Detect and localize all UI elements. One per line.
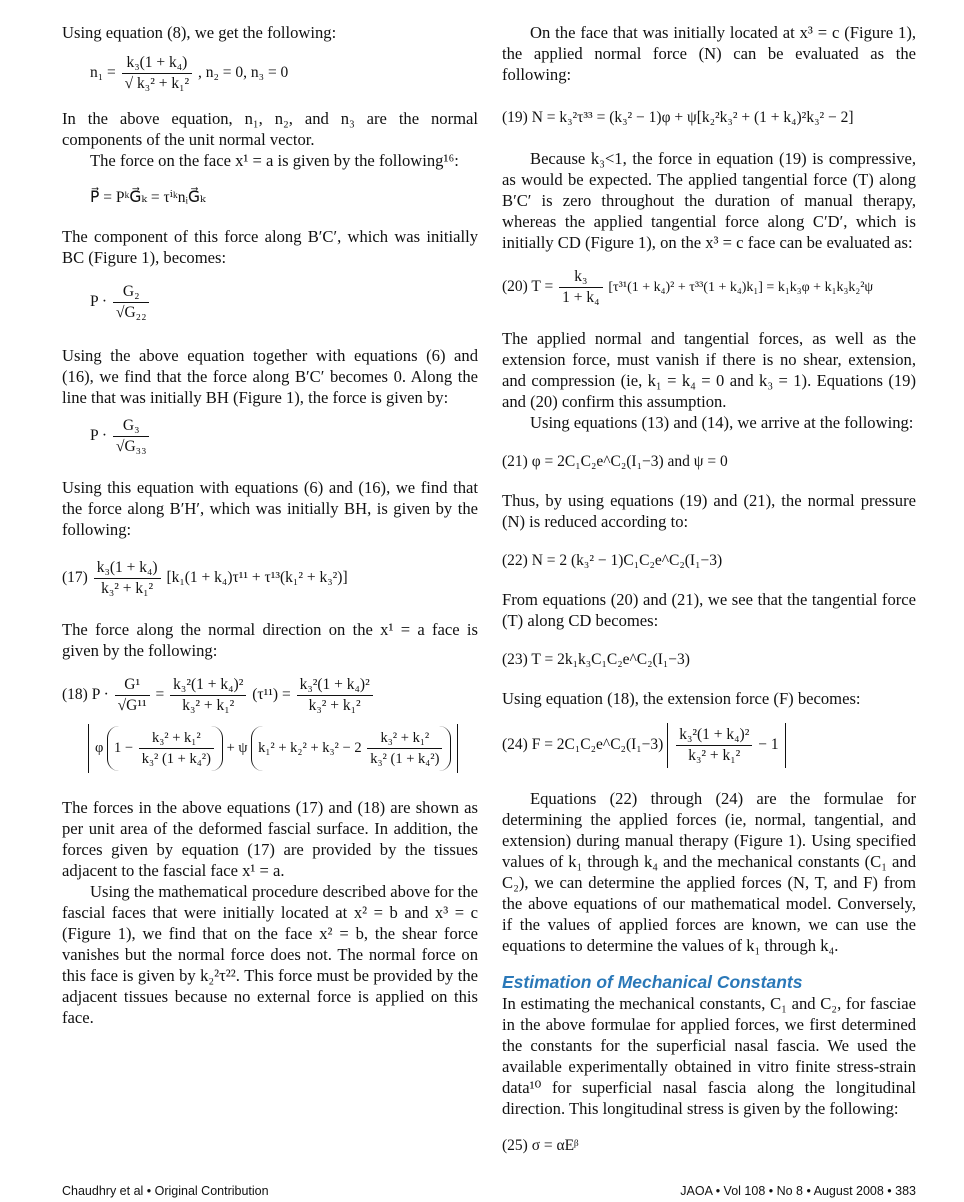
denominator: k₃² + k₁²	[688, 747, 741, 764]
equation-25: (25) σ = αEᵝ	[502, 1137, 579, 1154]
eq-rest: [τ³¹(1 + k₄)² + τ³³(1 + k₄)k₁] = k₁k₃φ + k₁k₃k₂²ψ	[608, 280, 874, 296]
fraction	[139, 728, 214, 769]
numerator: k₃² + k₁²	[139, 728, 214, 749]
equals: =	[155, 686, 165, 704]
equation-18	[62, 675, 478, 716]
numerator: k₃²(1 + k₄)²	[676, 725, 752, 746]
equation-20	[502, 267, 916, 308]
denominator: k₃² + k₁²	[308, 697, 361, 714]
fraction	[367, 728, 442, 769]
numerator: G¹	[124, 676, 141, 693]
paragraph: In the above equation, n₁, n₂, and n₃ are the normal components of the unit normal vector.	[62, 109, 478, 149]
fraction	[676, 725, 752, 766]
bracket-group	[88, 724, 458, 773]
equation-22: (22) N = 2 (k₃² − 1)C₁C₂e^C₂(I₁−3)	[502, 552, 723, 569]
equation-label: (24) F = 2C₁C₂e^C₂(I₁−3)	[502, 736, 664, 754]
equation-label: (20) T =	[502, 278, 554, 296]
equation-21: (21) φ = 2C₁C₂e^C₂(I₁−3) and ψ = 0	[502, 453, 728, 470]
paragraph: The component of this force along B′C′, which was initially BC (Figure 1), becomes:	[62, 227, 478, 267]
eq-lhs: P ·	[91, 686, 109, 704]
paragraph: From equations (20) and (21), we see that the tangential force (T) along CD becomes:	[502, 590, 916, 630]
equation-23: (23) T = 2k₁k₃C₁C₂e^C₂(I₁−3)	[502, 651, 690, 668]
tau-term: (τ¹¹) =	[252, 686, 291, 704]
paragraph: Using equations (13) and (14), we arrive at the following:	[530, 413, 914, 432]
numerator: G₂	[122, 283, 140, 300]
paragraph: Thus, by using equations (19) and (21), the normal pressure (N) is reduced according to:	[502, 491, 916, 531]
paragraph: The force along the normal direction on the x¹ = a face is given by the following:	[62, 620, 478, 660]
numerator: G₃	[122, 417, 140, 434]
section-heading: Estimation of Mechanical Constants	[502, 972, 803, 992]
denominator: √G₃₃	[113, 436, 150, 457]
paragraph: Using this equation with equations (6) and (16), we find that the force along B′H′, which was initially BH, is given by the following:	[62, 478, 478, 539]
equation-17	[62, 558, 478, 599]
paragraph: Because k₃<1, the force in equation (19) is compressive, as would be expected. The applied tangential force (T) along B′C′ is zero throughout the duration of manual therapy, whereas the applied tangential force along C′D′, which is initially CD (Figure 1), on the x³ = c face can be evaluated as:	[502, 149, 916, 252]
numerator: k₃²(1 + k₄)²	[297, 675, 373, 696]
paren-group	[251, 726, 451, 771]
phi-symbol: φ	[95, 739, 104, 756]
paragraph: In estimating the mechanical constants, C₁ and C₂, for fasciae in the above formulae for applied forces, we first determined the constants for the superficial nasal fascia. We used the available experimentally obtained in vitro finite stress-strain data¹⁰ for superficial nasal fascia along the longitudinal direction. This longitudinal stress is given by the following:	[502, 994, 916, 1118]
minus-one: − 1	[758, 736, 779, 754]
fraction	[94, 558, 161, 599]
equation-label: (18)	[62, 686, 88, 704]
fraction	[297, 675, 373, 716]
equation-force: P⃗ = PᵏG⃗ₖ = τⁱᵏnᵢG⃗ₖ	[90, 189, 206, 206]
one-minus: 1 −	[114, 739, 134, 756]
paragraph: Using equation (8), we get the following:	[62, 23, 337, 42]
bracket-group	[667, 723, 785, 768]
equation-19: (19) N = k₃²τ³³ = (k₃² − 1)φ + ψ[k₂²k₃² + (1 + k₄)²k₃² − 2]	[502, 109, 854, 126]
equation-18-line-2	[88, 724, 478, 773]
equation-label: (17)	[62, 569, 88, 587]
eq-rest: [k₁(1 + k₄)τ¹¹ + τ¹³(k₁² + k₃²)]	[166, 569, 348, 587]
equation-normal-components	[90, 53, 478, 94]
paragraph: The force on the face x¹ = a is given by the following¹⁶:	[90, 151, 459, 170]
denominator: √G₂₂	[113, 302, 150, 323]
numerator: k₃(1 + k₄)	[122, 53, 192, 74]
fraction	[115, 675, 150, 716]
paragraph: Using the above equation together with equations (6) and (16), we find that the force along B′C′ becomes 0. Along the line that was initially BH (Figure 1), the force is given by:	[62, 346, 478, 407]
equation-g2	[90, 282, 478, 323]
paren-group	[107, 726, 223, 771]
paragraph: The forces in the above equations (17) and (18) are shown as per unit area of the deformed fascial surface. In addition, the forces given by equation (17) are provided by the tissues adjacent to the fascial face x¹ = a.	[62, 798, 478, 880]
denominator: k₃² (1 + k₄²)	[370, 751, 440, 767]
fraction	[113, 416, 150, 457]
paragraph: The applied normal and tangential forces, as well as the extension force, must vanish if there is no shear, extension, and compression (ie, k₁ = k₄ = 0 and k₃ = 1). Equations (19) and (20) confirm this assumption.	[502, 329, 916, 411]
paragraph: On the face that was initially located at x³ = c (Figure 1), the applied normal force (N) can be evaluated as the following:	[502, 23, 916, 84]
paragraph: Using equation (18), the extension force (F) becomes:	[502, 689, 861, 708]
equation-24	[502, 723, 916, 768]
left-column	[62, 22, 478, 1028]
denominator: 1 + k₄	[562, 289, 600, 306]
numerator: k₃²(1 + k₄)²	[170, 675, 246, 696]
sum-term: k₁² + k₂² + k₃² − 2	[258, 739, 362, 756]
equation-g3	[90, 416, 478, 457]
denominator: k₃² + k₁²	[182, 697, 235, 714]
paragraph: Equations (22) through (24) are the formulae for determining the applied forces (ie, normal, tangential, and extension) during manual therapy (Figure 1). Using specified values of k₁ through k₄ and the mechanical constants (C₁ and C₂), we can determine the applied forces (N, T, and F) from the above equations of our mathematical model. Conversely, if the values of applied forces are known, we can use the equations to determine the values of k₁ through k₄.	[502, 789, 916, 955]
numerator: k₃² + k₁²	[367, 728, 442, 749]
eq-lhs: P ·	[90, 293, 108, 311]
numerator: k₃	[559, 267, 602, 288]
right-column	[502, 22, 916, 1156]
denominator: √ k₃² + k₁²	[124, 75, 190, 92]
eq-lhs: n₁ =	[90, 64, 116, 82]
fraction	[559, 267, 602, 308]
psi-term: + ψ	[226, 739, 248, 756]
fraction	[170, 675, 246, 716]
eq-lhs: P ·	[90, 427, 108, 445]
footer-left: Chaudhry et al • Original Contribution	[62, 1184, 269, 1198]
fraction	[122, 53, 192, 94]
denominator: √G¹¹	[115, 695, 150, 716]
footer-right: JAOA • Vol 108 • No 8 • August 2008 • 383	[680, 1184, 916, 1198]
paragraph: Using the mathematical procedure described above for the fascial faces that were initially located at x² = b and x³ = c (Figure 1), we find that on the face x² = b, the shear force vanishes but the normal force does not. The normal force on this face is given by k₂²τ²². This force must be provided by the adjacent tissues because no external force is applied on this face.	[62, 882, 478, 1027]
fraction	[113, 282, 150, 323]
denominator: k₃² (1 + k₄²)	[141, 751, 211, 767]
numerator: k₃(1 + k₄)	[94, 558, 161, 579]
denominator: k₃² + k₁²	[101, 580, 154, 597]
eq-rest: , n₂ = 0, n₃ = 0	[198, 64, 289, 82]
